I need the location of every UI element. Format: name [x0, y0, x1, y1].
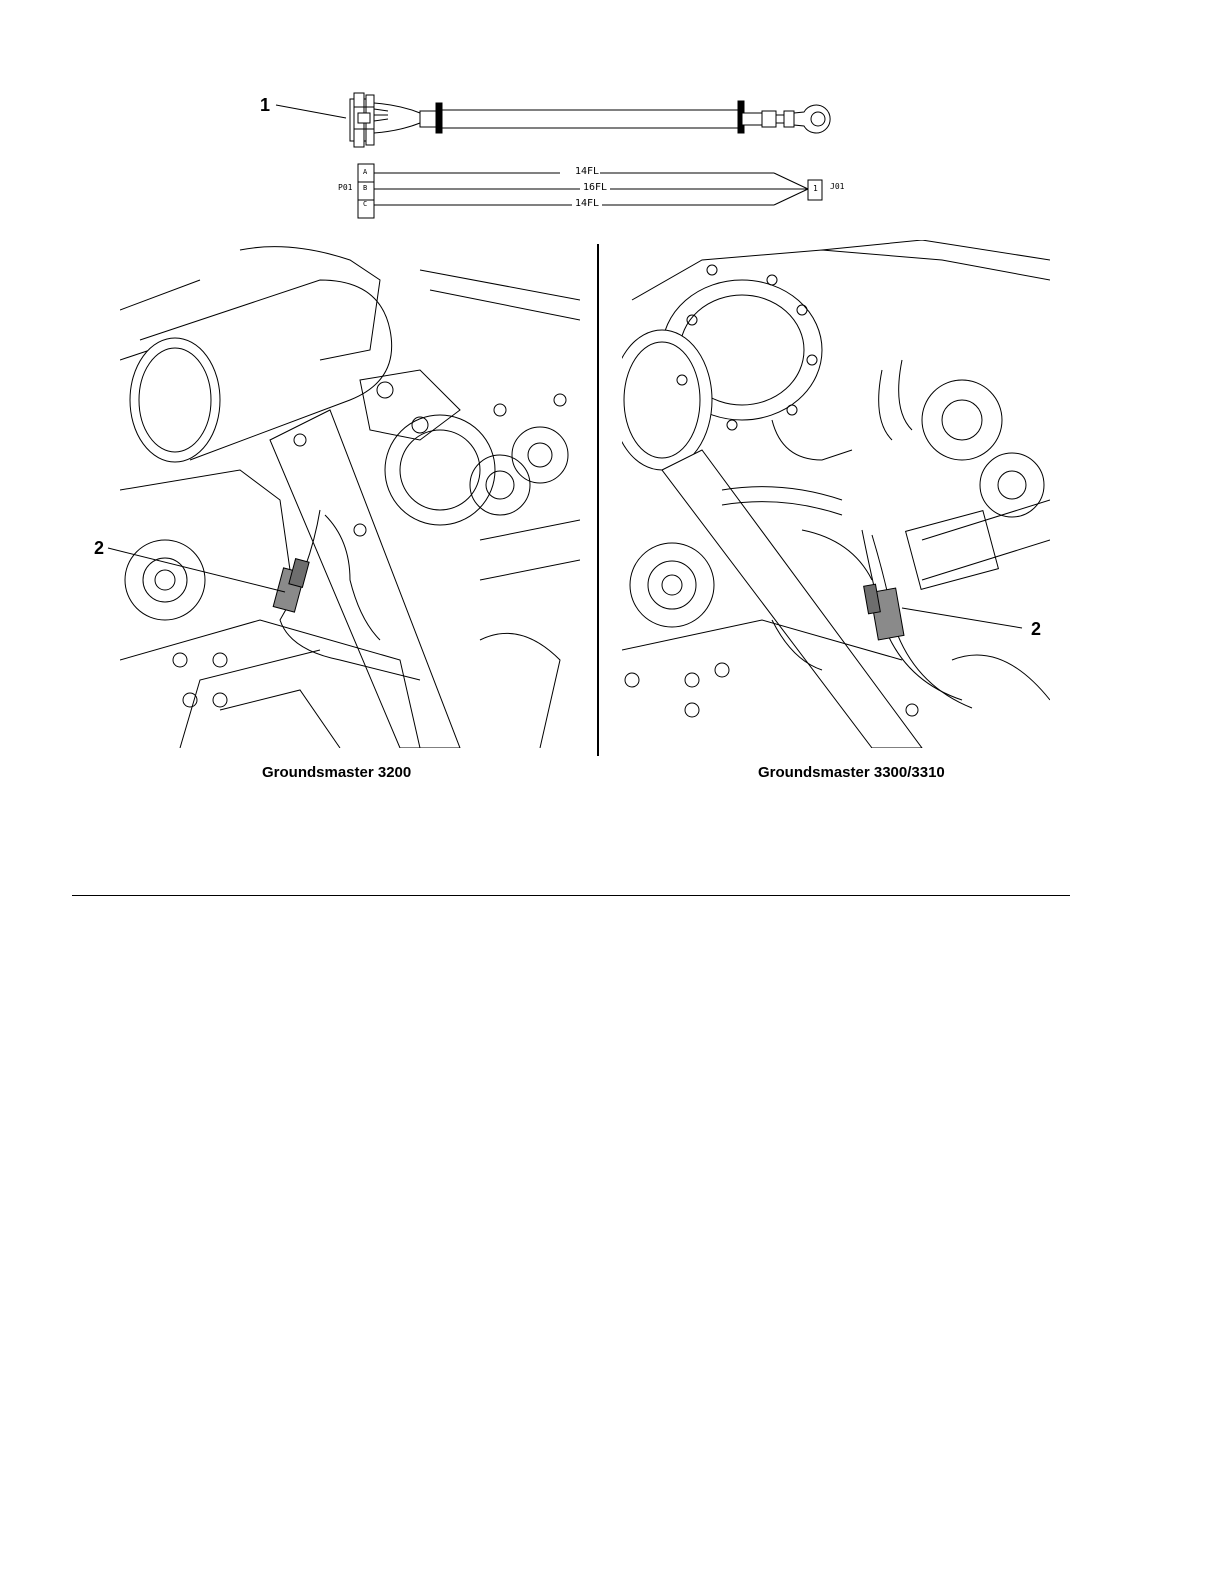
connector-j01-label: J01 [830, 182, 845, 191]
page-divider-rule [72, 895, 1070, 896]
engine-illustration-gm3300 [622, 240, 1050, 748]
wire-label-a: 14FL [575, 166, 600, 177]
connector-p01-label: P01 [338, 183, 353, 192]
callout-2-label-right: 2 [1031, 619, 1042, 639]
wire-label-c: 14FL [575, 198, 600, 209]
engine-illustration-gm3200 [120, 240, 580, 748]
panel-divider [597, 244, 599, 756]
caption-gm3300-3310: Groundsmaster 3300/3310 [758, 764, 945, 781]
wire-label-b: 16FL [583, 182, 608, 193]
callout-2-leader-right [900, 600, 1030, 640]
pin-c-label: C [363, 200, 368, 208]
callout-2-leader-left [100, 540, 300, 600]
pin-a-label: A [363, 168, 368, 176]
wire-harness-illustration [270, 85, 850, 150]
connector-j01-pin-label: 1 [813, 184, 818, 193]
pin-b-label: B [363, 184, 368, 192]
caption-gm3200: Groundsmaster 3200 [262, 764, 412, 781]
callout-1-label: 1 [260, 95, 271, 115]
callout-2-label-left: 2 [94, 538, 105, 558]
